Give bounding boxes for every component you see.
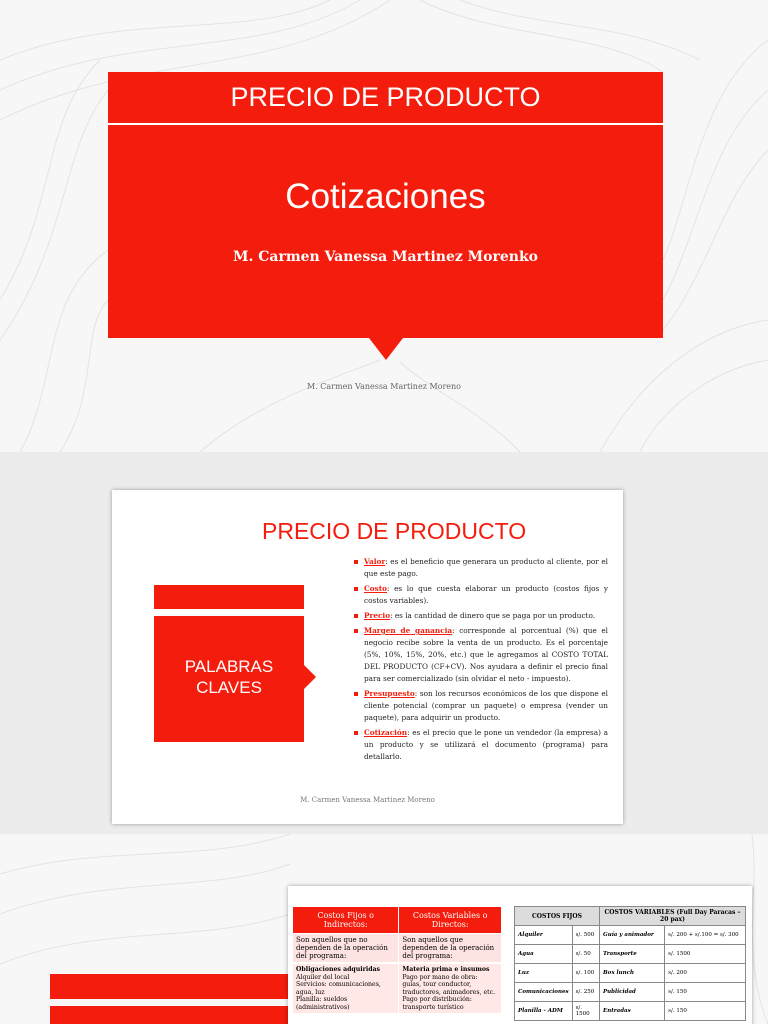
table-cell: Comunicaciones bbox=[515, 983, 573, 1002]
title-banner bbox=[108, 72, 663, 338]
column-header: Costos Variables o Directos: bbox=[399, 907, 502, 934]
table-cell: Son aquellos que no dependen de la operación del programa: bbox=[293, 934, 399, 964]
table-cell: s/. 1500 bbox=[665, 945, 746, 964]
table-row bbox=[515, 926, 746, 945]
column-header: COSTOS FIJOS bbox=[515, 907, 600, 926]
list-item: Materia prima e insumos bbox=[402, 966, 490, 973]
table-cell bbox=[399, 963, 502, 1013]
table-cell: s/. 500 bbox=[572, 926, 599, 945]
keywords-label: PALABRAS CLAVES bbox=[184, 657, 274, 697]
table-cell: s/. 50 bbox=[572, 945, 599, 964]
list-item: Alquiler del local bbox=[296, 973, 350, 981]
table-cell: Planilla - ADM bbox=[515, 1002, 573, 1021]
table-cell: Entradas bbox=[600, 1002, 665, 1021]
table-row bbox=[515, 1002, 746, 1021]
slide-footer: M. Carmen Vanessa Martinez Moreno bbox=[307, 382, 461, 391]
table-cell: Box lunch bbox=[600, 964, 665, 983]
term: Valor bbox=[364, 557, 386, 566]
list-item: Pago por distribución: transporte turístico bbox=[402, 996, 472, 1011]
definition-text: : son los recursos económicos de los que dispone el cliente potencial (comprar un paquete) o empresa (vender un paquete), para adquirir un producto. bbox=[364, 689, 608, 722]
table-cell: s/. 200 + s/.100 = s/. 300 bbox=[665, 926, 746, 945]
definition-text: : es la cantidad de dinero que se paga por un producto. bbox=[390, 611, 596, 620]
title-slide bbox=[0, 0, 768, 452]
term: Precio bbox=[364, 611, 391, 620]
definition-item bbox=[354, 727, 608, 763]
table-cell: Alquiler bbox=[515, 926, 573, 945]
table-cell: Agua bbox=[515, 945, 573, 964]
definition-item bbox=[354, 688, 608, 724]
keywords-box bbox=[154, 616, 304, 742]
definition-list bbox=[354, 556, 608, 766]
keywords-pointer bbox=[304, 665, 316, 689]
definition-item bbox=[354, 583, 608, 607]
table-cell: s/. 150 bbox=[665, 983, 746, 1002]
list-item: Planilla: sueldos (administrativos) bbox=[296, 996, 350, 1011]
table-cell: Transporte bbox=[600, 945, 665, 964]
accent-bar bbox=[154, 585, 304, 609]
table-cell: Guía y animador bbox=[600, 926, 665, 945]
term: Costo bbox=[364, 584, 388, 593]
definition-item bbox=[354, 556, 608, 580]
table-row bbox=[515, 983, 746, 1002]
definition-text: : es el precio que le pone un vendedor (la empresa) a un producto y se utilizará el documento (programa) para detallarlo. bbox=[364, 728, 608, 761]
table-row bbox=[515, 964, 746, 983]
list-item: Obligaciones adquiridas bbox=[296, 966, 381, 973]
costs-slide bbox=[0, 834, 768, 1024]
column-header: COSTOS VARIABLES (Full Day Paracas – 20 pax) bbox=[600, 907, 746, 926]
header-divider bbox=[108, 123, 663, 125]
banner-pointer bbox=[369, 338, 403, 360]
table-cell: Publicidad bbox=[600, 983, 665, 1002]
keywords-slide bbox=[0, 452, 768, 834]
table-row bbox=[515, 945, 746, 964]
table-cell: Son aquellos que dependen de la operación del programa: bbox=[399, 934, 502, 964]
definition-item bbox=[354, 625, 608, 685]
slide-card bbox=[112, 490, 623, 824]
table-cell bbox=[293, 963, 399, 1013]
table-cell: s/. 100 bbox=[572, 964, 599, 983]
cost-types-table bbox=[292, 906, 502, 1013]
definition-text: : es el beneficio que generara un producto al cliente, por el que este pago. bbox=[364, 557, 608, 578]
term: Margen de ganancia bbox=[364, 626, 453, 635]
list-item: Servicios: comunicaciones, agua, luz bbox=[296, 981, 381, 996]
cost-values-table bbox=[514, 906, 746, 1021]
column-header: Costos Fijos o Indirectos: bbox=[293, 907, 399, 934]
definition-item bbox=[354, 610, 608, 622]
term: Cotización bbox=[364, 728, 408, 737]
accent-bar bbox=[50, 974, 290, 999]
slide-footer: M. Carmen Vanessa Martinez Moreno bbox=[300, 796, 435, 804]
table-cell: s/. 150 bbox=[665, 1002, 746, 1021]
table-cell: Luz bbox=[515, 964, 573, 983]
slide-title: Cotizaciones bbox=[285, 177, 486, 216]
table-cell: s/. 250 bbox=[572, 983, 599, 1002]
slide-title: PRECIO DE PRODUCTO bbox=[262, 518, 527, 544]
author-name: M. Carmen Vanessa Martinez Morenko bbox=[232, 249, 539, 265]
list-item: Pago por mano de obra: guías, tour conductor, traductores, animadores, etc. bbox=[402, 973, 496, 996]
accent-box bbox=[50, 1006, 290, 1024]
definition-text: : corresponde al porcentual (%) que el negocio recibe sobre la venta de un producto. Es el porcentaje (5%, 10%, 15%, 20%, etc.) que le agregamos al COSTO TOTAL DEL PRODUCTO (CF+CV). Nos ayudara a definir el precio final para ser comercializado (sin olvidar el neto - impuesto). bbox=[364, 626, 608, 683]
definition-text: : es lo que cuesta elaborar un producto (costos fijos y costos variables). bbox=[364, 584, 608, 605]
header-title: PRECIO DE PRODUCTO bbox=[230, 82, 541, 112]
term: Presupuesto bbox=[364, 689, 415, 698]
table-cell: s/. 200 bbox=[665, 964, 746, 983]
table-cell: s/. 1500 bbox=[572, 1002, 599, 1021]
costs-tables-image bbox=[288, 886, 752, 1024]
